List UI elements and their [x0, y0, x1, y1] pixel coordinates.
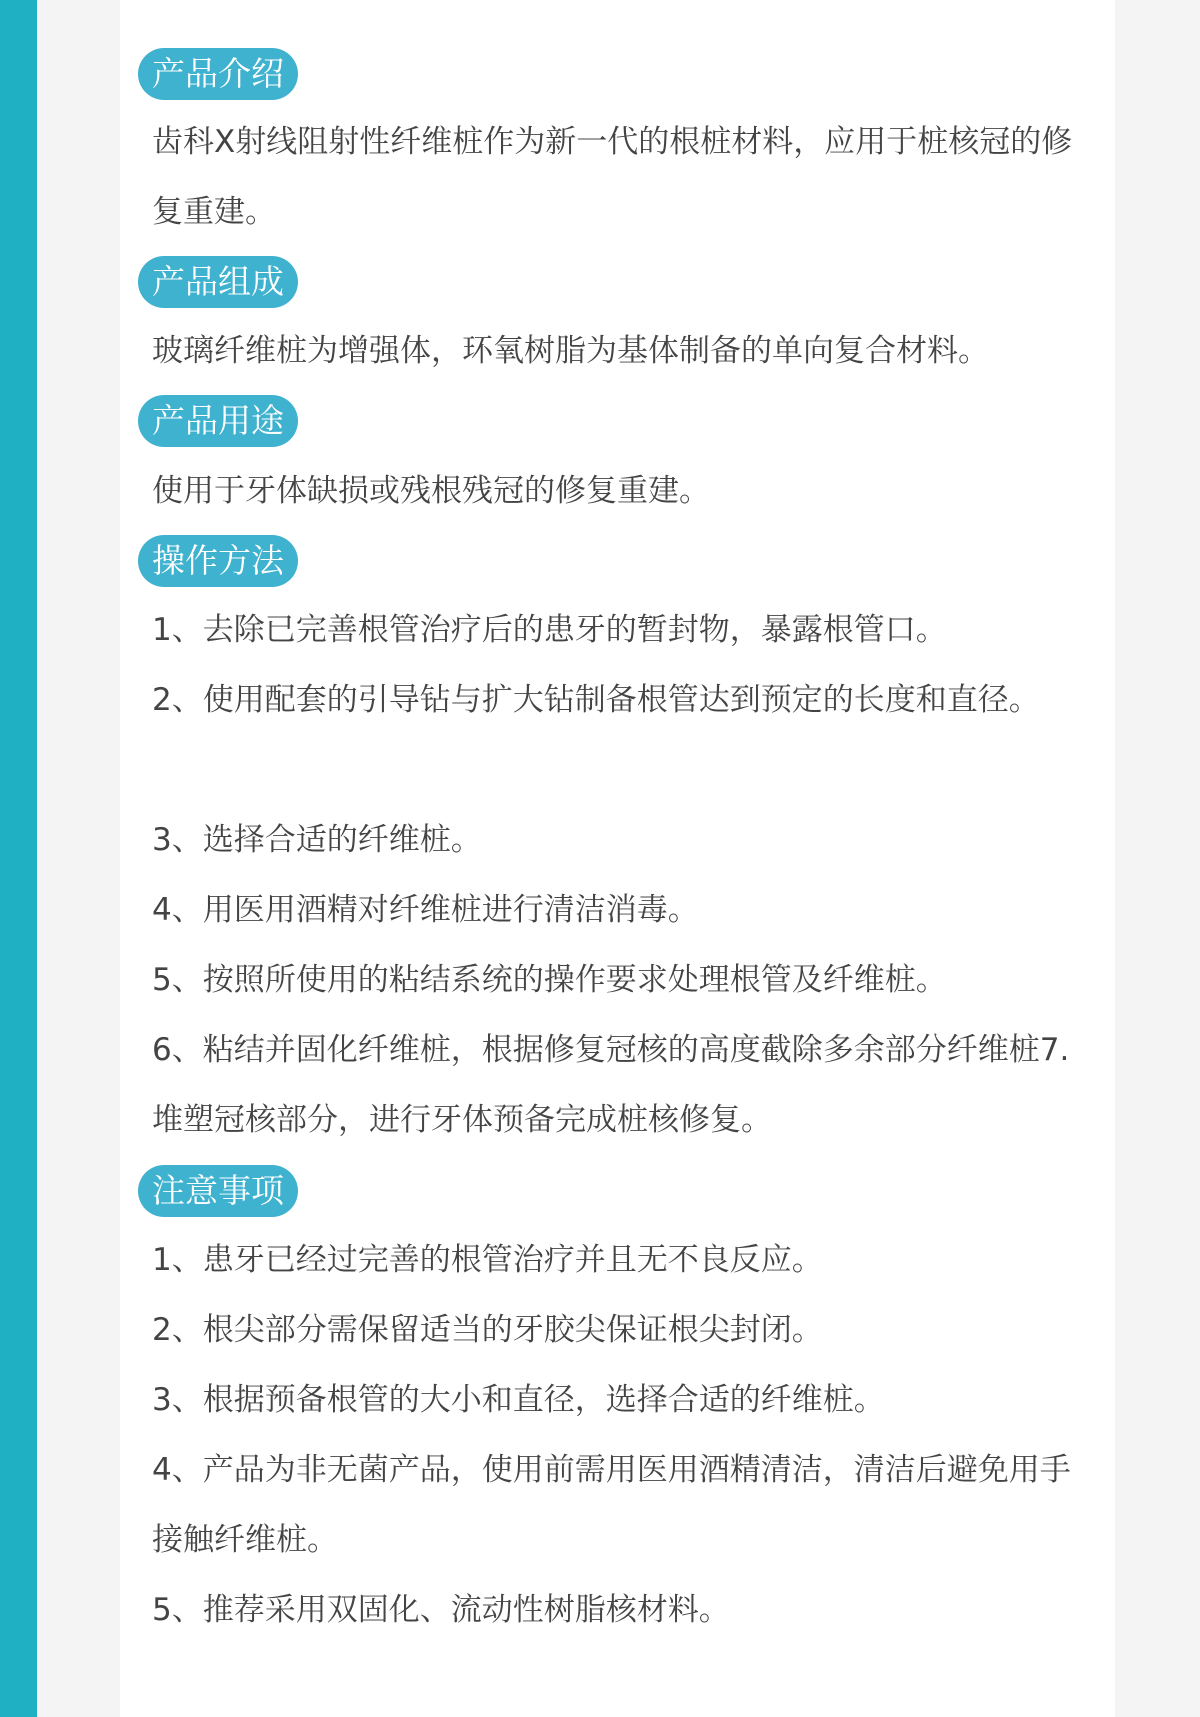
precaution-5: 5、推荐采用双固化、流动性树脂核材料。 [152, 1592, 730, 1628]
section-title-product-composition: 产品组成 [138, 256, 298, 308]
operation-step-1: 1、去除已完善根管治疗后的患牙的暂封物，暴露根管口。 [152, 612, 947, 648]
product-usage-text: 使用于牙体缺损或残根残冠的修复重建。 [152, 473, 710, 509]
section-title-operation-method: 操作方法 [138, 535, 298, 587]
operation-step-5: 5、按照所使用的粘结系统的操作要求处理根管及纤维桩。 [152, 962, 947, 998]
section-title-precautions: 注意事项 [138, 1165, 298, 1217]
section-title-product-intro: 产品介绍 [138, 48, 298, 100]
section-title-product-usage: 产品用途 [138, 395, 298, 447]
operation-step-3: 3、选择合适的纤维桩。 [152, 822, 482, 858]
operation-step-4: 4、用医用酒精对纤维桩进行清洁消毒。 [152, 892, 699, 928]
precaution-1: 1、患牙已经过完善的根管治疗并且无不良反应。 [152, 1242, 823, 1278]
content-card [120, 0, 1115, 1717]
operation-step-2: 2、使用配套的引导钻与扩大钻制备根管达到预定的长度和直径。 [152, 682, 1040, 718]
precaution-4: 4、产品为非无菌产品，使用前需用医用酒精清洁，清洁后避免用手接触纤维桩。 [152, 1452, 1071, 1558]
operation-step-6: 6、粘结并固化纤维桩，根据修复冠核的高度截除多余部分纤维桩7. 堆塑冠核部分，进行牙体预备完成桩核修复。 [152, 1032, 1070, 1138]
precaution-3: 3、根据预备根管的大小和直径，选择合适的纤维桩。 [152, 1382, 885, 1418]
product-intro-text: 齿科X射线阻射性纤维桩作为新一代的根桩材料，应用于桩核冠的修复重建。 [152, 124, 1073, 230]
product-composition-text: 玻璃纤维桩为增强体，环氧树脂为基体制备的单向复合材料。 [152, 333, 989, 369]
precaution-2: 2、根尖部分需保留适当的牙胶尖保证根尖封闭。 [152, 1312, 823, 1348]
left-accent-bar [0, 0, 37, 1717]
